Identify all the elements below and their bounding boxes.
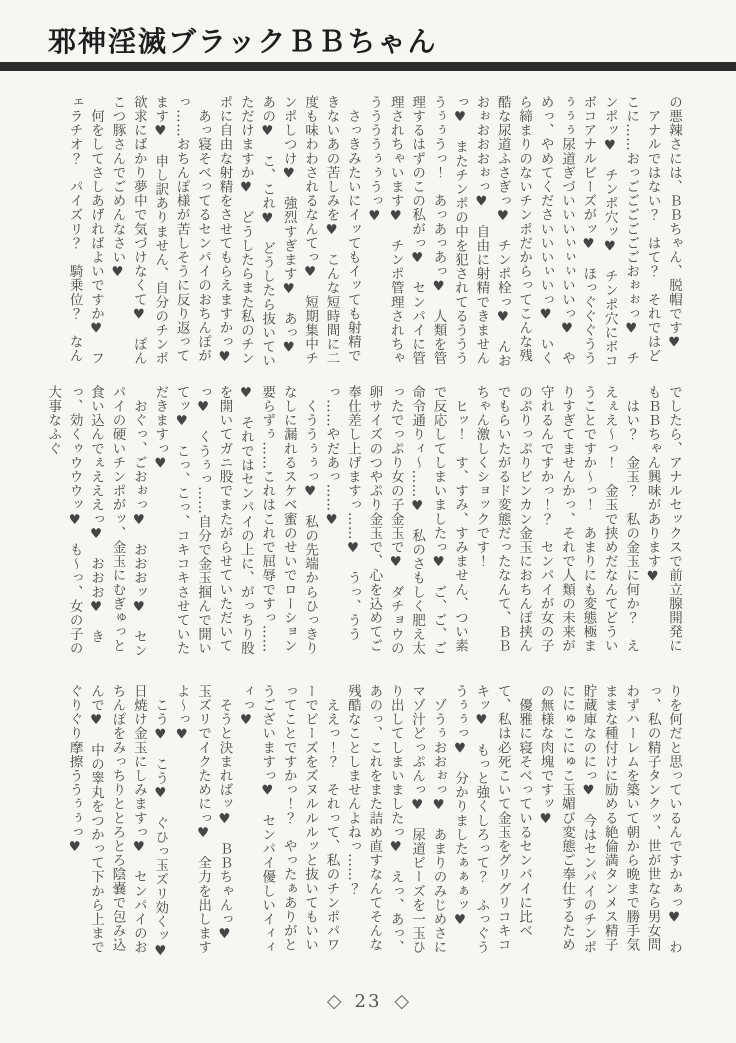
page-footer [0, 990, 736, 1012]
footer-diamond-right-icon: ◇ [394, 990, 410, 1012]
vertical-text-block-1 [56, 95, 684, 373]
paragraph: こう♥ こう♥ ぐひっ玉ズリ効くッ♥ 日焼け金玉にしみますっ♥ センパイのおちんぽをみっちりととろとろ陰嚢で包み込んで♥ 中の睾丸をつかって下から上までぐりぐり摩擦ううぅぅっ♥ [66, 684, 169, 974]
paragraph: そうと決まればッ♥ ＢＢちゃんっ♥ 玉ズリでイクためにっ♥ 全力を出しますよ〜っ♥ [173, 684, 233, 957]
paragraph: の悪辣さには、ＢＢちゃん、脱帽です♥ [666, 95, 682, 352]
footer-diamond-left-icon: ◇ [326, 990, 342, 1012]
title-rule-divider [0, 62, 736, 71]
paragraph: くううぅぅっ♥ 私の先端からひっきりなしに漏れるスケベ蜜のせいでローション要らずぅ……これはこれで屈辱ですっ……♥ それではセンパイの上に、がっちり股を開いてガニ股でまたがらせていただいてっ♥ くうぅっ……自分で金玉掴んで開いてッ♥ こっ、こっ、コキコキさせていただきますっ♥ [152, 385, 319, 656]
paragraph: でしたら、アナルセックスで前立腺開発にもＢＢちゃん興味があります♥ [644, 385, 682, 653]
paragraph: あっ寝そべってるセンパイのおちんぽがっ……おちんぽ様が苦しそうに反り返ってます♥ 申し訳ありません、自分のチンポ欲求にばかり夢中で気づけなくて♥ ぽんこつ豚さんでごめんなさい♥ [109, 95, 212, 366]
paragraph: ゾうぅおおぉっ♥ あまりのみじめさにマゾ汁どっぷんっ♥ 尿道ビーズを一玉ひり出してしまいましたっ♥ えっ、あっ、あのっ、これをまた詰め直すなんてそんな残酷なことしませんよねっ……？ [344, 684, 447, 955]
paragraph: はい？ 金玉？ 私の金玉に何か？ ええぇえ〜っ！ 金玉で挟めだなんてどういうことですか〜っ！ あまりにも変態極まりすぎてませんかっ、それで人類の未来が守れるんですかっ！？ センパイが女の子のぷりっぷりビンカン金玉におちんぽ挟んでもらいたがるド変態だったなんて、ＢＢちゃん激しくショックです！ [473, 385, 640, 653]
paragraph: りを何だと思っているんですかぁっ♥ わっ、私の精子タンクッ、世が世なら男女問わずハーレムを築いて朝から晩まで勝手気ままな種付けに励める絶倫満タンメス精子貯蔵庫なのにっ♥ 今はセンパイのチンポににゅこにゅこ玉媚び変態ご奉仕するための無様な肉塊ですッ♥ [537, 684, 682, 955]
vertical-text-block-3 [56, 684, 684, 974]
paragraph: ヒッ！ す、すみ、すみません、つい素で反応してしまいましたっ♥ ご、ご、ご命令通りィ〜……♥ 私のさもしく肥え太ったでっぷり女の子金玉で♥ ダチョウの卵サイズのつやぷり金玉で、心を込めてご奉仕差し上げますっ……♥ うっ、ううっ……やだあっ……♥ [323, 385, 468, 656]
paragraph: アナルではない？ はて？ それではどこに……おっごごごごごごおぉぉっ♥ チンポッ♥ チンポ穴ッ♥ チンポ穴にボコボコアナルビーズがッ♥ ほっぐぐぐううぅぅぅ尿道ぎづいいいぃぃぃいいっ♥ やめっ、やめてくださいいいぃいっ♥ いくら締まりのないチンポだからってこんな残酷な尿道ふさぎっ♥ チンポ栓っ♥ んおおぉおおおぉっ♥ 自由に射精できませんっ♥ またチンポの中を犯されてるううううぅぅうっ！ あっあっあっ♥ 人類を管理するはずのこの私がっ♥ センパイに管理されちゃいます♥ チンポ管理されちゃううううぅぅうっ♥ [366, 95, 661, 368]
paragraph: 優雅に寝そべっているセンパイに比べて、私は必死こいて金玉をグリグリコキコキッ♥ もっと強くしろって？ ふっぐううぅぅっ♥ 分かりましたぁぁぁッ♥ [451, 684, 533, 955]
vertical-text-block-2 [45, 385, 684, 663]
page-title: 邪神淫滅ブラックＢＢちゃん [48, 25, 438, 58]
page-number: 23 [354, 991, 382, 1012]
paragraph: おぐっ、ごおぉっ♥ おおおッ♥ センパイの硬いチンポがッ、金玉にむぎゅっと食い込んでぇえええっ♥ おおお♥ きっ、効くゥウウウッ♥ も〜っ、女の子の大事なふぐ [45, 385, 147, 658]
paragraph: 何をしてさしあげればよいですか♥ フェラチオ？ パイズリ？ 騎乗位？ なん [66, 95, 105, 366]
paragraph: ええっ！？ それって、私のチンポパワーでビーズをズヌルルルッと抜いてもいいってことですかっ！？ やったぁありがとうございますっ♥ センパイ優しいイィィィっ♥ [237, 684, 340, 955]
paragraph: さっきみたいにイッてもイッても射精できないあの苦しみを♥ こんな短時間に二度も味わわされるなんてっ♥ 短期集中チンポしつけ♥ 強烈すぎます♥ あっ♥ あの♥ こ、これ♥ どうしたら抜いていただけますか♥ どうしたらまた私のチンポに自由な射精をさせてもらえますかっ♥ [216, 95, 361, 371]
